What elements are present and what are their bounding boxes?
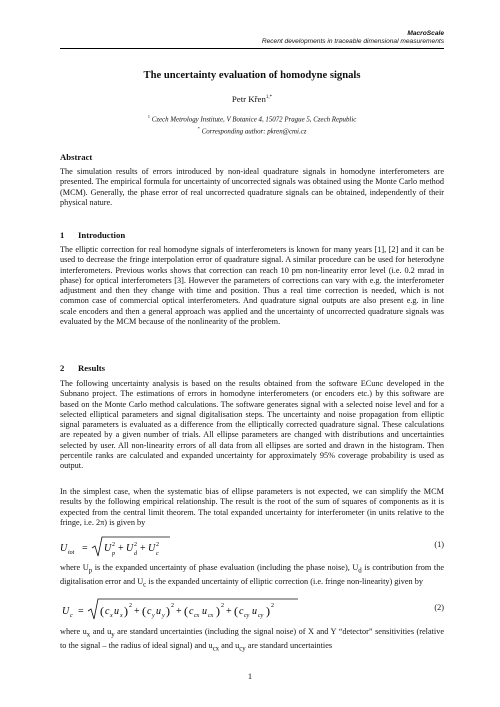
- results-paragraph-4: where $u_x$ and $u_y$ are standard uncertainties (including the signal noise) of X and Y “detector” sensitivities (relative to the signal – the radius of ideal signal) and $u_{cx}$ and $u_{cy}$ are standard uncertainties: [60, 627, 445, 653]
- svg-text:+: +: [134, 606, 140, 617]
- svg-text:=: =: [82, 543, 88, 554]
- svg-text:cy: cy: [244, 613, 250, 619]
- svg-text:): ): [216, 604, 220, 618]
- svg-text:+: +: [226, 606, 232, 617]
- svg-text:2: 2: [129, 603, 132, 609]
- svg-text:U: U: [62, 606, 70, 617]
- paper-title: The uncertainty evaluation of homodyne signals: [143, 70, 361, 81]
- affiliation-block: [60, 113, 444, 136]
- svg-text:u: u: [202, 606, 207, 617]
- corresponding-mark: *: [197, 125, 200, 131]
- svg-text:u: u: [156, 606, 161, 617]
- author-mark: 1,*: [265, 95, 273, 101]
- svg-text:): ): [266, 604, 270, 618]
- svg-text:tot: tot: [68, 550, 75, 556]
- svg-text:p: p: [112, 551, 115, 557]
- page-number: 1: [247, 671, 253, 681]
- svg-text:): ): [166, 604, 170, 618]
- svg-text:y: y: [152, 613, 155, 619]
- svg-text:d: d: [134, 551, 137, 557]
- equation-1-formula: [60, 534, 260, 560]
- header-brand: MacroScale: [407, 30, 444, 37]
- svg-text:u: u: [252, 606, 257, 617]
- svg-text:2: 2: [134, 542, 137, 548]
- svg-text:2: 2: [271, 603, 274, 609]
- svg-text:c: c: [105, 606, 110, 617]
- intro-paragraph: The elliptic correction for real homodyne signals of interferometers is known for many years [1], [2] and it can be used to decrease the fringe interpolation error of quadrature signal. A similar procedure can be used for heterodyne interferometers. Previous works shows that correction can reach 10 pm non-linearity error level (i.e. 0.2 mrad in phase) for optical interferometers [3]. However the parameters of corrections can vary with e.g. the interferometer adjustment and then they change with time and position. Thus a real time correction is needed, which is not common case of commercial optical interferometers. And quadrature signal outputs are also present e.g. in line scale encoders and then a general approach was applied and the uncertainty of uncorrected quadrature signals was evaluated by the MCM because of the nonlinearity of the problem.: [60, 245, 444, 327]
- svg-text:u: u: [114, 606, 119, 617]
- equation-1: [60, 534, 444, 558]
- equation-2: [60, 597, 444, 621]
- section-number: 2: [60, 363, 65, 373]
- svg-text:U: U: [60, 543, 68, 554]
- equation-1-number: (1): [434, 540, 444, 549]
- svg-text:=: =: [78, 606, 84, 617]
- equation-2-formula: [60, 597, 320, 623]
- svg-text:c: c: [156, 551, 159, 557]
- author-line: [60, 94, 444, 104]
- author-name: Petr Křen: [231, 94, 266, 104]
- results-paragraph-1: The following uncertainty analysis is based on the results obtained from the software ECunc developed in the Subnano project. The estimations of errors in homodyne interferometers (or encoders etc.) by this software are based on the Monte Carlo method calculations. The software generates signal with a selected noise level and for a selected elliptical parameters and signal digitalisation steps. The uncertainty and noise propagation from elliptic signal parameters is evaluated as a difference from the elliptically corrected quadrature signal. These calculations are repeated by a given number of trials. All ellipse parameters are changed with distributions and uncertainties selected by user. All non-linearity errors of all data from all ellipses are sorted and drawn in the histogram. Then percentile ranks are calculated and expanded uncertainty for approximately 95% coverage probability is used as output.: [60, 379, 444, 471]
- svg-text:+: +: [118, 543, 124, 554]
- corresponding-author: Corresponding author: pkren@cmi.cz: [201, 127, 307, 135]
- svg-text:cy: cy: [258, 613, 264, 619]
- section-title: Results: [78, 363, 106, 373]
- svg-text:U: U: [148, 543, 156, 554]
- results-paragraph-2: In the simplest case, when the systematic bias of ellipse parameters is not expected, we can simplify the MCM results by the following empirical relationship. The result is the root of the sum of squares of components as it is expected from the central limit theorem. The total expanded uncertainty for interferometer (in units relative to the fringe, i.e. 2π) is given by: [60, 487, 444, 527]
- running-header: [262, 30, 444, 47]
- results-paragraph-3: where $U_p$ is the expanded uncertainty of phase evaluation (including the phase noise), $U_d$ is contribution from the digitalisation error and $U_c$ is the expanded uncertainty of elliptic correction (i.e. fringe non-linearity) given by: [60, 563, 444, 589]
- svg-text:c: c: [147, 606, 152, 617]
- svg-text:+: +: [140, 543, 146, 554]
- svg-text:2: 2: [221, 603, 224, 609]
- svg-text:): ): [124, 604, 128, 618]
- affiliation: Czech Metrology Institute, V Botanice 4, 15072 Prague 5, Czech Republic: [151, 116, 357, 124]
- section-title: Introduction: [78, 230, 126, 240]
- header-subtitle: Recent developments in traceable dimensional measurements: [261, 38, 444, 46]
- svg-text:x: x: [120, 613, 123, 619]
- section-heading-results: [60, 363, 105, 373]
- svg-text:2: 2: [156, 542, 159, 548]
- svg-text:2: 2: [112, 542, 115, 548]
- svg-text:x: x: [110, 613, 113, 619]
- svg-text:(: (: [234, 604, 238, 618]
- svg-text:(: (: [184, 604, 188, 618]
- svg-text:cx: cx: [194, 613, 200, 619]
- svg-text:U: U: [104, 543, 112, 554]
- equation-2-number: (2): [434, 603, 444, 612]
- svg-text:y: y: [162, 613, 165, 619]
- affiliation-mark: 1: [147, 114, 150, 119]
- abstract-heading: Abstract: [60, 152, 93, 162]
- header-rule: [60, 48, 444, 49]
- abstract-text: The simulation results of errors introduced by non-ideal quadrature signals in homodyne interferometers are presented. The empirical formula for uncertainty of uncorrected signals was obtained using the Monte Carlo method (MCM). Generally, the phase error of real uncorrected quadrature signals can be obtained, independently of their physical nature.: [60, 167, 444, 207]
- svg-text:c: c: [239, 606, 244, 617]
- svg-text:cx: cx: [208, 613, 214, 619]
- section-heading-introduction: [60, 230, 125, 240]
- svg-text:c: c: [189, 606, 194, 617]
- svg-text:+: +: [176, 606, 182, 617]
- svg-text:U: U: [126, 543, 134, 554]
- svg-text:c: c: [70, 613, 73, 619]
- svg-text:(: (: [142, 604, 146, 618]
- svg-text:(: (: [100, 604, 104, 618]
- section-number: 1: [60, 230, 65, 240]
- svg-text:2: 2: [171, 603, 174, 609]
